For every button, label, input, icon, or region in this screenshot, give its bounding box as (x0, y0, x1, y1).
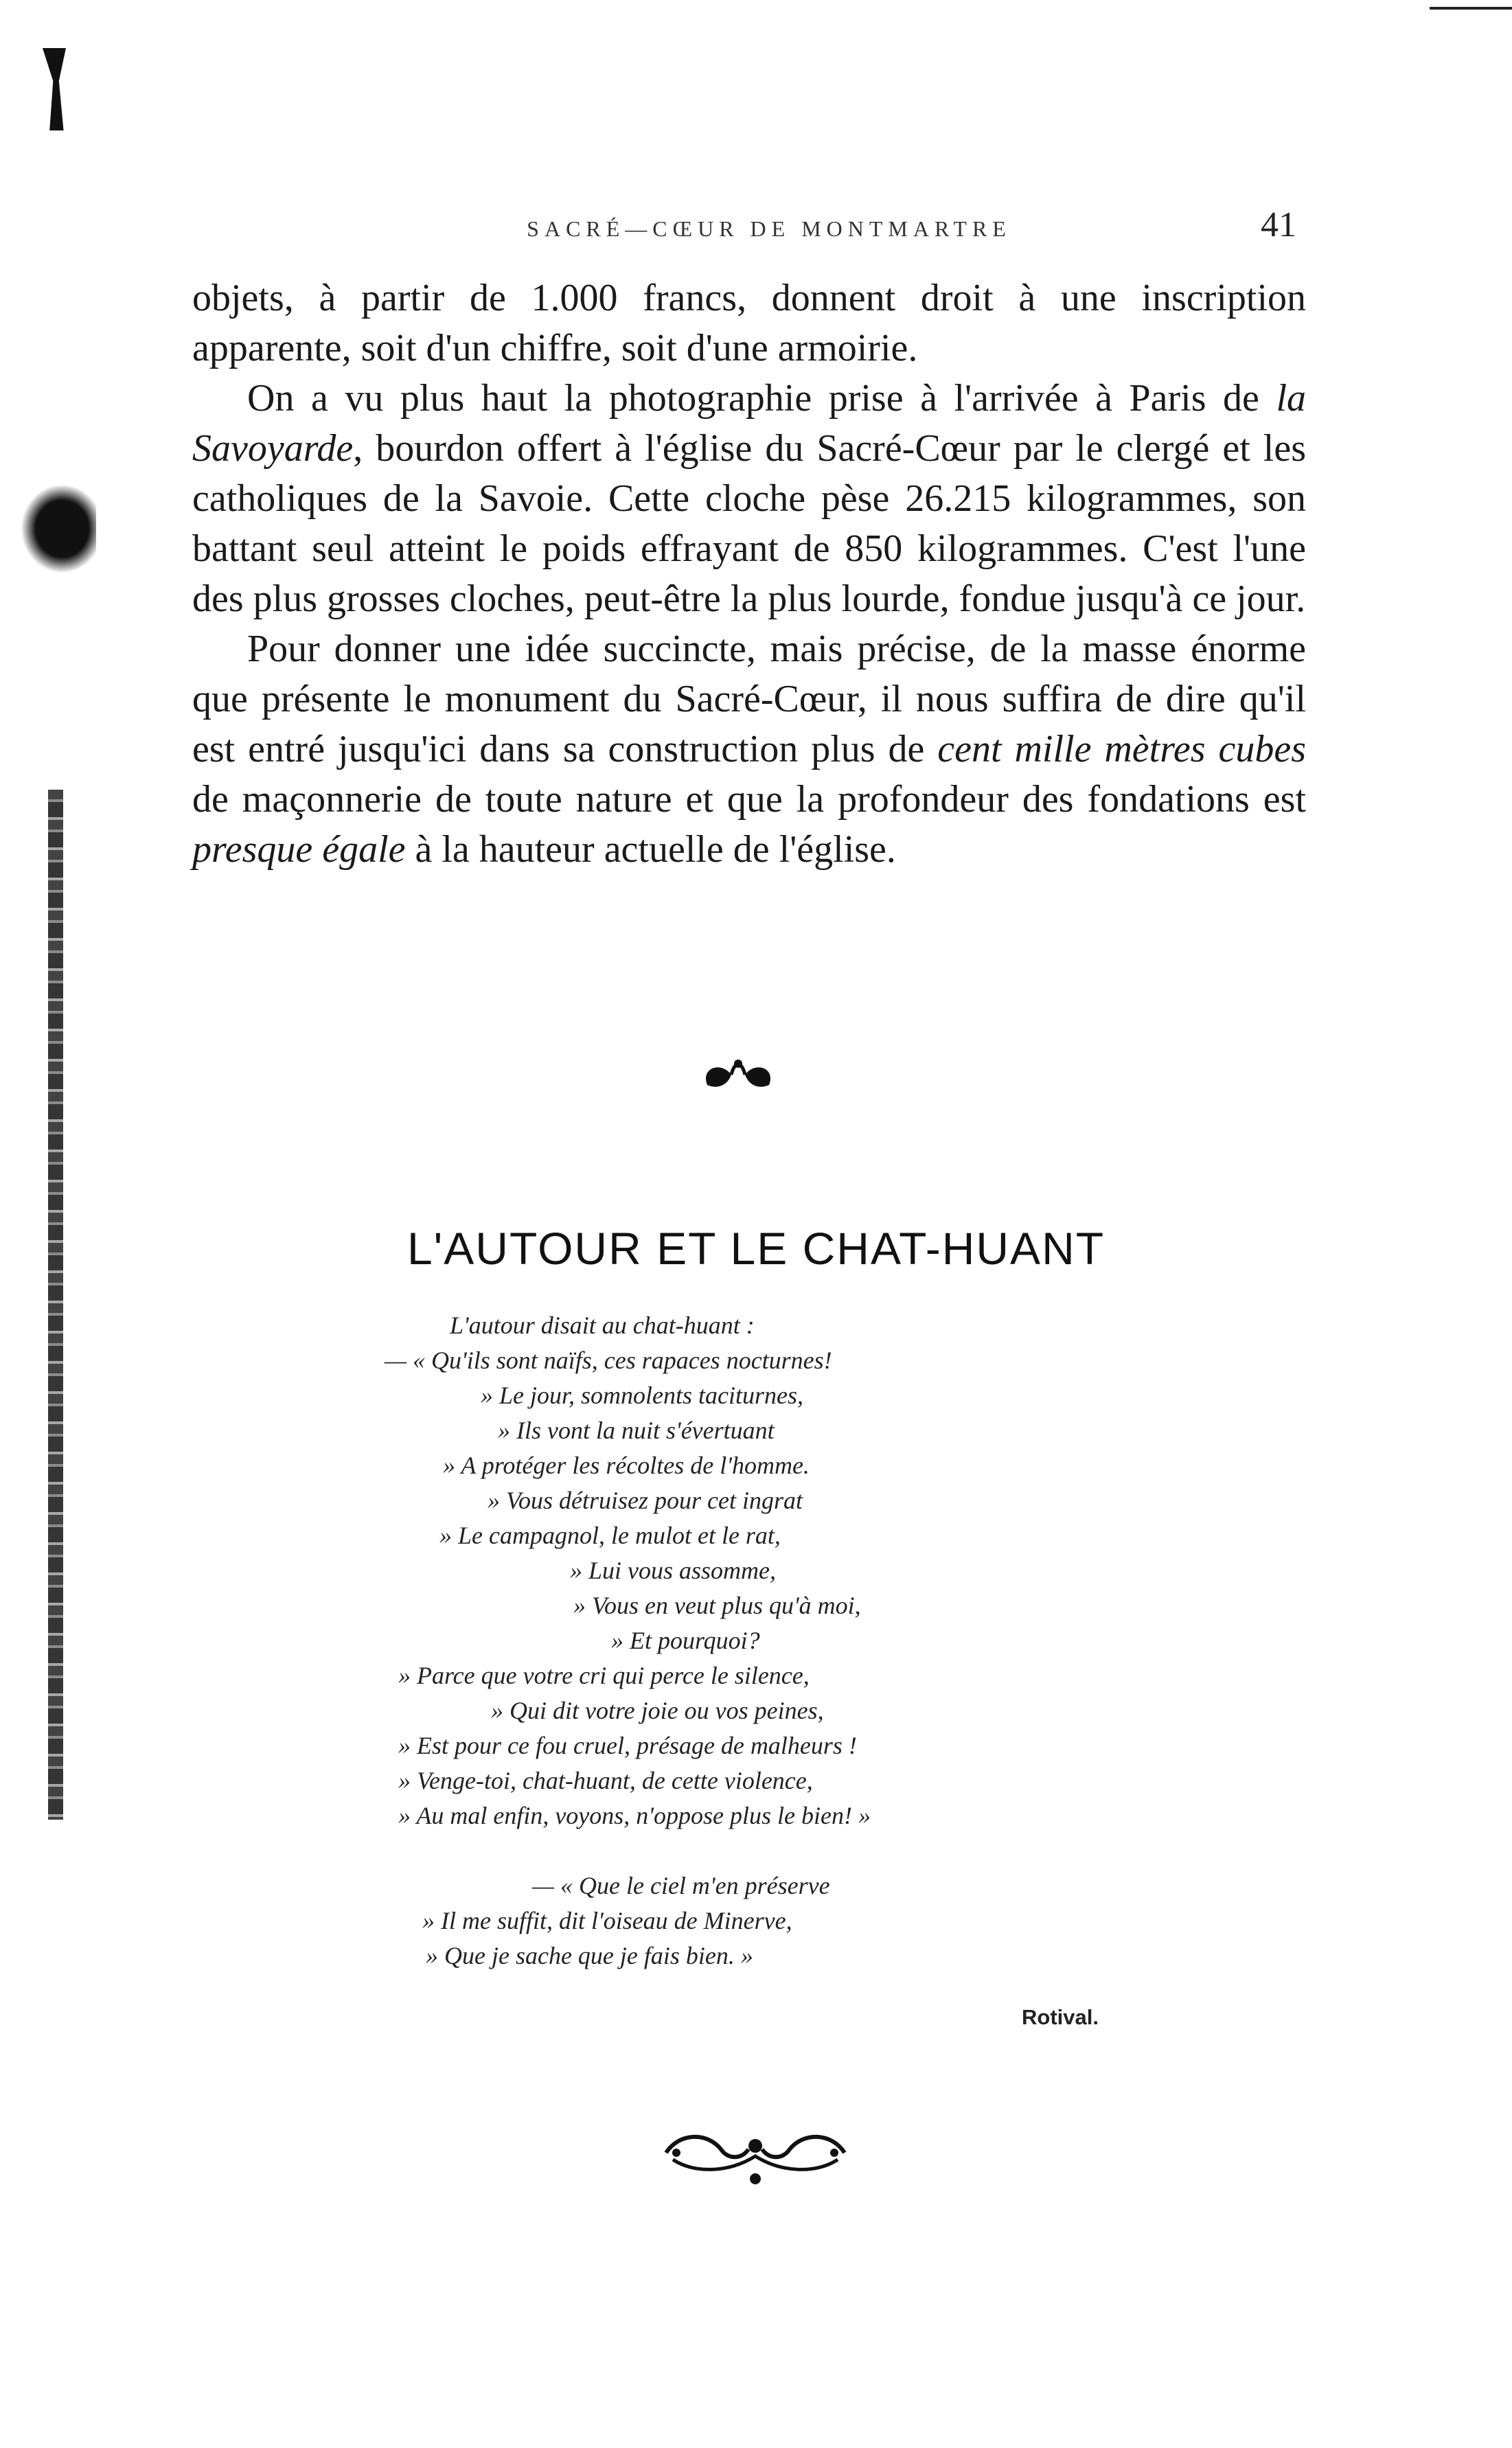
poem-line: » Parce que votre cri qui perce le silence, (398, 1662, 810, 1689)
paragraph-2 (192, 374, 1306, 624)
running-head: SACRÉ—CŒUR DE MONTMARTRE (527, 216, 1011, 241)
volume-emphasis: cent mille mètres cubes (937, 728, 1307, 770)
binding-blot (21, 484, 96, 573)
poem-line: » Il me suffit, dit l'oiseau de Minerve, (422, 1907, 792, 1934)
binding-mark (43, 48, 66, 130)
binding-edge (48, 790, 63, 1820)
body-text (192, 273, 1306, 875)
fleuron-ornament-icon (694, 1054, 783, 1095)
paragraph-1: objets, à partir de 1.000 francs, donnent droit à une inscription apparente, soit d'un chiffre, soit d'une armoirie. (192, 277, 1306, 369)
poem-line: » Le campagnol, le mulot et le rat, (439, 1522, 781, 1549)
poem-line: » Et pourquoi? (611, 1627, 760, 1654)
paragraph-2-text-a: On a vu plus haut la photographie prise à l'arrivée à Paris de (247, 377, 1276, 420)
paragraph-3-text-b: de maçonnerie de toute nature et que la profondeur des fondations est (192, 778, 1306, 821)
scan-edge-line (1430, 7, 1512, 10)
poem-line: » Au mal enfin, voyons, n'oppose plus le bien! » (398, 1802, 871, 1829)
poem-line: » Que je sache que je fais bien. » (426, 1942, 753, 1969)
paragraph-3-text-c: à la hauteur actuelle de l'église. (405, 828, 896, 871)
page-number: 41 (1261, 205, 1296, 244)
poem-line: » Le jour, somnolents taciturnes, (481, 1382, 804, 1409)
scroll-tailpiece-icon (652, 2125, 858, 2187)
poem-title: L'AUTOUR ET LE CHAT-HUANT (406, 1223, 1106, 1274)
paragraph-3 (192, 624, 1306, 875)
paragraph-3-text-a: Pour donner une idée succincte, mais précise, de la masse énorme que présente le monument du Sacré-Cœur, il nous suffira de dire qu'il est entré jusqu'ici dans sa construction plus de (192, 628, 1306, 770)
paragraph-2-text-b: , bourdon offert à l'église du Sacré-Cœur par le clergé et les catholiques de la Savoie. Cette cloche pèse 26.215 kilogrammes, son battant seul atteint le poids effrayant de 850 kilogrammes. C'est l'une des plus grosses cloches, peut-être la plus lourde, fondue jusqu'à ce jour. (192, 427, 1306, 620)
poem-line (385, 1833, 1126, 1868)
poem-line: — « Qu'ils sont naïfs, ces rapaces nocturnes! (385, 1347, 832, 1374)
bell-name: la Savoyarde (192, 377, 1306, 470)
poem-signature: Rotival. (1022, 2005, 1099, 2029)
depth-emphasis: presque égale (192, 828, 406, 871)
poem-line: » A protéger les récoltes de l'homme. (443, 1452, 810, 1479)
poem-line: » Ils vont la nuit s'évertuant (498, 1417, 775, 1444)
poem-line: » Vous en veut plus qu'à moi, (573, 1592, 861, 1619)
poem-line: » Lui vous assomme, (570, 1557, 777, 1584)
poem-line: » Vous détruisez pour cet ingrat (488, 1487, 803, 1514)
poem-line: » Venge-toi, chat-huant, de cette violence, (398, 1767, 813, 1794)
poem-verses (385, 1308, 1126, 1974)
poem-line: L'autour disait au chat-huant : (450, 1312, 755, 1339)
poem-line: » Qui dit votre joie ou vos peines, (491, 1697, 824, 1724)
poem-line: » Est pour ce fou cruel, présage de malheurs ! (398, 1732, 857, 1759)
poem-line: — « Que le ciel m'en préserve (532, 1872, 830, 1899)
